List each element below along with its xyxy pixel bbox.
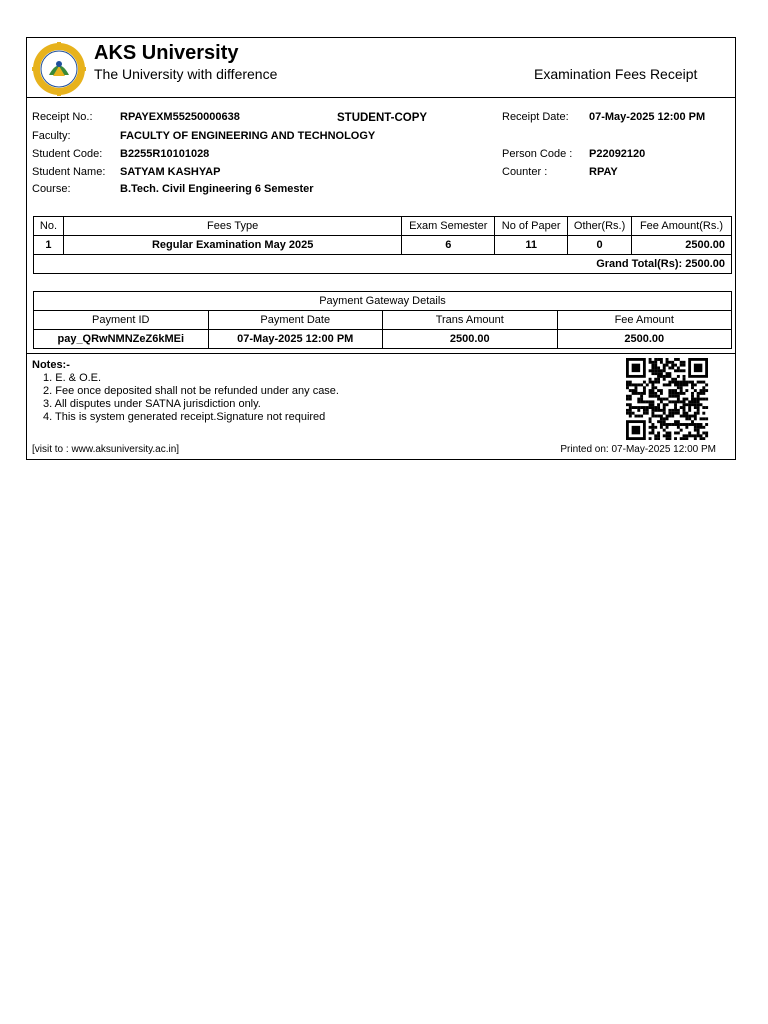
notes-title: Notes:-	[32, 359, 70, 371]
cell-no: 1	[34, 236, 64, 255]
counter-value: RPAY	[589, 166, 618, 178]
student-name-label: Student Name:	[32, 166, 106, 178]
table-row	[34, 236, 732, 255]
cell-payment-id: pay_QRwNMNZeZ6kMEi	[34, 330, 209, 349]
student-name-value: SATYAM KASHYAP	[120, 166, 221, 178]
payment-table	[33, 291, 732, 349]
receipt-date-label: Receipt Date:	[502, 111, 569, 123]
person-code-label: Person Code :	[502, 148, 573, 160]
cell-no-of-paper: 11	[495, 236, 568, 255]
notes-divider	[27, 353, 735, 354]
university-name: AKS University	[94, 42, 239, 64]
fees-table	[33, 216, 732, 274]
col-header-fee-amount: Fee Amount(Rs.)	[632, 217, 732, 236]
note-item: 3. All disputes under SATNA jurisdiction only.	[43, 398, 261, 410]
payment-table-header	[34, 311, 732, 330]
receipt-no-label: Receipt No.:	[32, 111, 93, 123]
cell-fee-amount: 2500.00	[632, 236, 732, 255]
website-link[interactable]: [visit to : www.aksuniversity.ac.in]	[32, 444, 180, 455]
table-row	[34, 330, 732, 349]
col-header-payment-id: Payment ID	[34, 311, 209, 330]
cell-fees-type: Regular Examination May 2025	[63, 236, 401, 255]
note-item: 4. This is system generated receipt.Signature not required	[43, 411, 326, 423]
faculty-value: FACULTY OF ENGINEERING AND TECHNOLOGY	[120, 130, 376, 142]
copy-label: STUDENT-COPY	[337, 112, 428, 124]
payment-table-title: Payment Gateway Details	[34, 292, 732, 311]
col-header-other: Other(Rs.)	[568, 217, 632, 236]
student-code-label: Student Code:	[32, 148, 103, 160]
grand-total: Grand Total(Rs): 2500.00	[34, 255, 732, 274]
header-divider	[27, 97, 735, 98]
cell-exam-semester: 6	[402, 236, 495, 255]
student-code-value: B2255R10101028	[120, 148, 210, 160]
fee-receipt	[26, 37, 736, 460]
qr-code	[623, 358, 711, 440]
faculty-label: Faculty:	[32, 130, 71, 142]
grand-total-row	[34, 255, 732, 274]
cell-fee-amount: 2500.00	[557, 330, 732, 349]
col-header-exam-semester: Exam Semester	[402, 217, 495, 236]
col-header-payment-date: Payment Date	[208, 311, 383, 330]
course-label: Course:	[32, 183, 71, 195]
receipt-date-value: 07-May-2025 12:00 PM	[589, 111, 706, 123]
course-value: B.Tech. Civil Engineering 6 Semester	[120, 183, 314, 195]
col-header-fee-amount: Fee Amount	[557, 311, 732, 330]
col-header-trans-amount: Trans Amount	[383, 311, 558, 330]
receipt-no-value: RPAYEXM55250000638	[120, 111, 240, 123]
cell-other: 0	[568, 236, 632, 255]
fees-table-header	[34, 217, 732, 236]
cell-payment-date: 07-May-2025 12:00 PM	[208, 330, 383, 349]
receipt-title: Examination Fees Receipt	[534, 66, 698, 82]
note-item: 1. E. & O.E.	[43, 372, 102, 384]
cell-trans-amount: 2500.00	[383, 330, 558, 349]
counter-label: Counter :	[502, 166, 548, 178]
university-logo	[31, 42, 87, 96]
col-header-no: No.	[34, 217, 64, 236]
university-tagline: The University with difference	[94, 66, 278, 82]
col-header-fees-type: Fees Type	[63, 217, 401, 236]
printed-on: Printed on: 07-May-2025 12:00 PM	[560, 444, 716, 455]
note-item: 2. Fee once deposited shall not be refunded under any case.	[43, 385, 339, 397]
col-header-no-of-paper: No of Paper	[495, 217, 568, 236]
person-code-value: P22092120	[589, 148, 646, 160]
